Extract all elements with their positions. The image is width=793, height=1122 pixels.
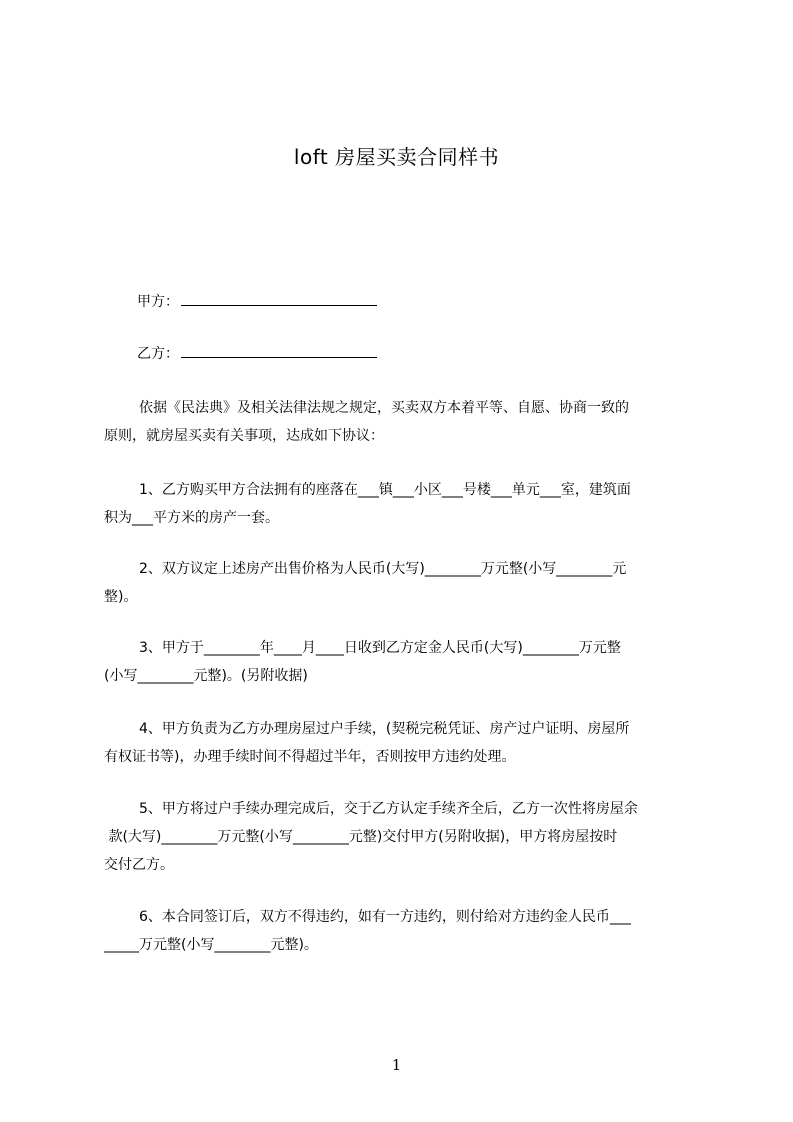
- party-b-line: [137, 343, 377, 364]
- page-title: loft 房屋买卖合同样书: [293, 145, 500, 169]
- clause-2-paragraph: [104, 555, 700, 611]
- clause-6-line-1: 6、本合同签订后，双方不得违约，如有一方违约，则付给对方违约金人民币___: [139, 909, 631, 925]
- clause-4-line-1: 4、甲方负责为乙方办理房屋过户手续，(契税完税凭证、房产过户证明、房屋所: [139, 721, 630, 737]
- clause-6-paragraph: [104, 903, 700, 959]
- clause-5-line-3: 交付乙方。: [104, 857, 174, 873]
- clause-5-paragraph: [104, 795, 700, 879]
- clause-1-line-2: 积为___平方米的房产一套。: [104, 510, 279, 526]
- intro-line-2: 原则，就房屋买卖有关事项，达成如下协议：: [104, 428, 384, 444]
- clause-3-paragraph: [104, 634, 700, 690]
- page-number: 1: [391, 1056, 402, 1074]
- clause-4-line-2: 有权证书等)，办理手续时间不得超过半年，否则按甲方违约处理。: [104, 749, 516, 765]
- clause-2-line-1: 2、双方议定上述房产出售价格为人民币(大写)________万元整(小写________元: [139, 561, 627, 577]
- clause-3-line-2: (小写________元整)。(另附收据): [104, 668, 308, 684]
- clause-5-line-2: 款(大写)________万元整(小写________元整)交付甲方(另附收据)，甲方将房屋按时: [104, 829, 618, 845]
- party-a-blank: [181, 291, 377, 306]
- intro-line-1: 依据《民法典》及相关法律法规之规定，买卖双方本着平等、自愿、协商一致的: [139, 400, 629, 416]
- clause-1-paragraph: [104, 476, 700, 532]
- intro-paragraph: [104, 394, 700, 450]
- party-b-label: 乙方：: [137, 346, 179, 362]
- clause-5-line-1: 5、甲方将过户手续办理完成后，交于乙方认定手续齐全后，乙方一次性将房屋余: [139, 801, 638, 817]
- party-a-label: 甲方：: [137, 294, 179, 310]
- party-a-line: [137, 291, 377, 312]
- clause-3-line-1: 3、甲方于________年____月____日收到乙方定金人民币(大写)________万元整: [139, 640, 621, 656]
- clause-2-line-2: 整)。: [104, 589, 138, 605]
- party-b-blank: [181, 343, 377, 358]
- clause-4-paragraph: [104, 715, 700, 771]
- clause-6-line-2: _____万元整(小写________元整)。: [104, 937, 318, 953]
- clause-1-line-1: 1、乙方购买甲方合法拥有的座落在___镇___小区___号楼___单元___室，建筑面: [139, 482, 631, 498]
